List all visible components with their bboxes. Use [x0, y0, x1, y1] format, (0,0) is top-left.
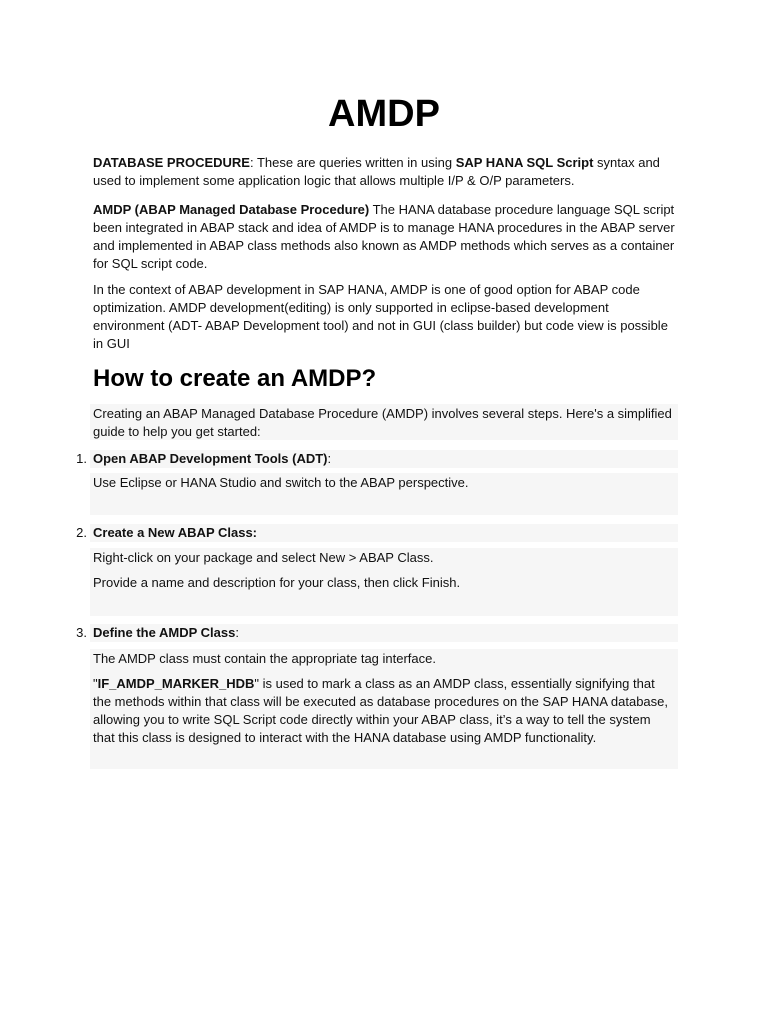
howto-lead-block [90, 404, 678, 440]
db-proc-text-1: : These are queries written in using [249, 155, 456, 170]
step-2-text-2: Provide a name and description for your class, then click Finish. [93, 575, 461, 590]
step-1-label: Open ABAP Development Tools (ADT) [93, 451, 328, 466]
context-paragraph: In the context of ABAP development in SAP HANA, AMDP is one of good option for ABAP code optimization. AMDP development(editing) is only supported in eclipse-based development environment (ADT- ABAP Development tool) and not in GUI (class builder) but code view is possible in GUI [93, 282, 668, 351]
step-1-text: Use Eclipse or HANA Studio and switch to the ABAP perspective. [93, 475, 469, 490]
db-proc-label: DATABASE PROCEDURE [93, 155, 250, 170]
marker-description: " is used to mark a class as an AMDP class, essentially signifying that the methods within that class will be executed as database procedures on the SAP HANA database, allowing you to write SQL Script code directly within your ABAP class, it’s a way to tell the system that this class is designed to interact with the HANA database using AMDP functionality. [93, 676, 668, 745]
step-3-label: Define the AMDP Class [93, 625, 236, 640]
amdp-text: The HANA database procedure language SQL script been integrated in ABAP stack and idea of AMDP is to manage HANA procedures in the ABAP server and implemented in ABAP class methods also known as AMDP methods which serves as a container for SQL script code. [93, 202, 675, 271]
step-2-number: 2. [76, 525, 87, 540]
marker-interface-name: IF_AMDP_MARKER_HDB [97, 676, 255, 691]
step-3-header [76, 624, 678, 642]
step-3-text-2 [93, 675, 675, 747]
step-1-header [76, 450, 678, 468]
howto-heading: How to create an AMDP? [93, 365, 377, 392]
step-1-colon: : [327, 451, 332, 466]
step-2-text-1: Right-click on your package and select New > ABAP Class. [93, 550, 434, 565]
db-proc-text-2: syntax and used to implement some application logic that allows multiple I/P & O/P parameters. [93, 155, 660, 188]
amdp-label: AMDP (ABAP Managed Database Procedure) [93, 202, 370, 217]
step-2-body [90, 548, 678, 616]
database-procedure-paragraph [93, 154, 678, 190]
step-1-body [90, 473, 678, 515]
quote-open: " [93, 676, 98, 691]
db-proc-bold: SAP HANA SQL Script [455, 155, 594, 170]
howto-lead-text: Creating an ABAP Managed Database Procedure (AMDP) involves several steps. Here's a simplified guide to help you get started: [93, 406, 672, 439]
step-2-label: Create a New ABAP Class: [93, 525, 258, 540]
step-3-number: 3. [76, 625, 87, 640]
step-3-colon: : [235, 625, 239, 640]
step-1-number: 1. [76, 451, 87, 466]
page-title: AMDP [328, 93, 440, 135]
step-3-text-1: The AMDP class must contain the appropriate tag interface. [93, 651, 436, 666]
amdp-definition-paragraph [93, 201, 678, 273]
step-3-body [90, 649, 678, 769]
step-2-header [76, 524, 678, 542]
